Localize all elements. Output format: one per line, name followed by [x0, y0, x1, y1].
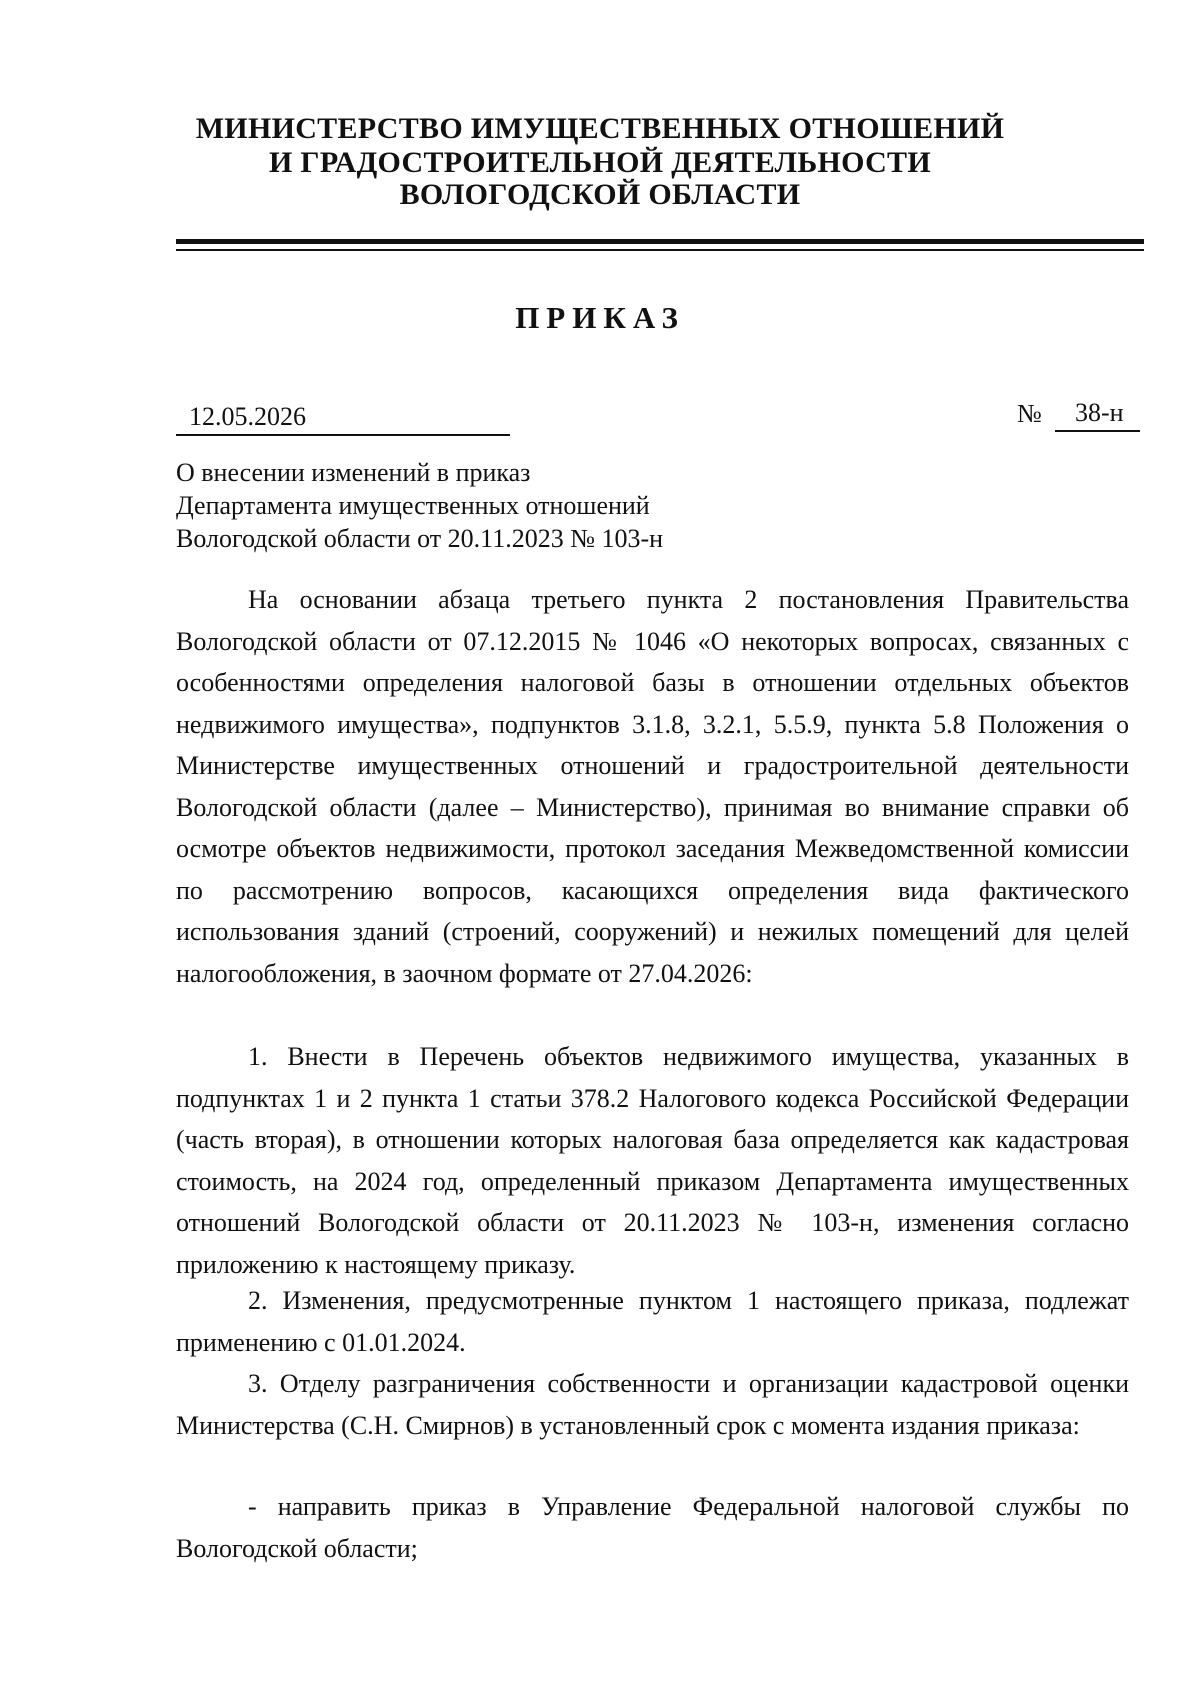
- subject-line-2: Департамента имущественных отношений: [176, 491, 650, 520]
- ministry-title-line-1: МИНИСТЕРСТВО ИМУЩЕСТВЕННЫХ ОТНОШЕНИЙ: [195, 112, 1005, 145]
- item-1-paragraph: 1. Внести в Перечень объектов недвижимого имущества, указанных в подпунктах 1 и 2 пункта 1 статьи 378.2 Налогового кодекса Российской Федерации (часть вторая), в отношении которых налоговая база определяется как кадастровая стоимость, на 2024 год, определенный приказом Департамента имущественных отношений Вологодской области от 20.11.2023 № 103-н, изменения согласно приложению к настоящему приказу.: [176, 1042, 1129, 1279]
- preamble-block: [176, 579, 1129, 994]
- ministry-title-line-3: ВОЛОГОДСКОЙ ОБЛАСТИ: [399, 178, 801, 211]
- subject-line-3: Вологодской области от 20.11.2023 № 103-н: [176, 524, 664, 553]
- ministry-title-line-2: И ГРАДОСТРОИТЕЛЬНОЙ ДЕЯТЕЛЬНОСТИ: [269, 146, 931, 179]
- order-subject: [176, 456, 663, 555]
- subject-line-1: О внесении изменений в приказ: [176, 458, 531, 487]
- item-3-paragraph: 3. Отделу разграничения собственности и организации кадастровой оценки Министерства (С.Н. Смирнов) в установленный срок с момента издания приказа:: [176, 1369, 1129, 1440]
- order-number: 38-н: [1075, 398, 1124, 427]
- item-1-block: [176, 1036, 1129, 1285]
- item-2-block: [176, 1280, 1129, 1363]
- header-rule-thick: [176, 239, 1144, 244]
- number-sign: №: [1017, 399, 1042, 428]
- document-type-title: ПРИКАЗ: [515, 300, 685, 335]
- date-underline: [176, 434, 510, 436]
- item-2-paragraph: 2. Изменения, предусмотренные пунктом 1 настоящего приказа, подлежат применению с 01.01.2024.: [176, 1286, 1129, 1357]
- header-rule-thin: [176, 249, 1144, 251]
- number-underline: [1055, 430, 1140, 432]
- preamble-paragraph: На основании абзаца третьего пункта 2 постановления Правительства Вологодской области от 07.12.2015 № 1046 «О некоторых вопросах, связанных с особенностями определения налоговой базы в отношении отдельных объектов недвижимого имущества», подпунктов 3.1.8, 3.2.1, 5.5.9, пункта 5.8 Положения о Министерстве имущественных отношений и градостроительной деятельности Вологодской области (далее – Министерство), принимая во внимание справки об осмотре объектов недвижимости, протокол заседания Межведомственной комиссии по рассмотрению вопросов, касающихся определения вида фактического использования зданий (строений, сооружений) и нежилых помещений для целей налогообложения, в заочном формате от 27.04.2026:: [176, 585, 1129, 988]
- item-3-block: [176, 1363, 1129, 1446]
- order-date: 12.05.2026: [189, 402, 306, 431]
- item-3-bullet-1: - направить приказ в Управление Федеральной налоговой службы по Вологодской области;: [176, 1492, 1129, 1563]
- item-3-bullet-block: [176, 1486, 1129, 1569]
